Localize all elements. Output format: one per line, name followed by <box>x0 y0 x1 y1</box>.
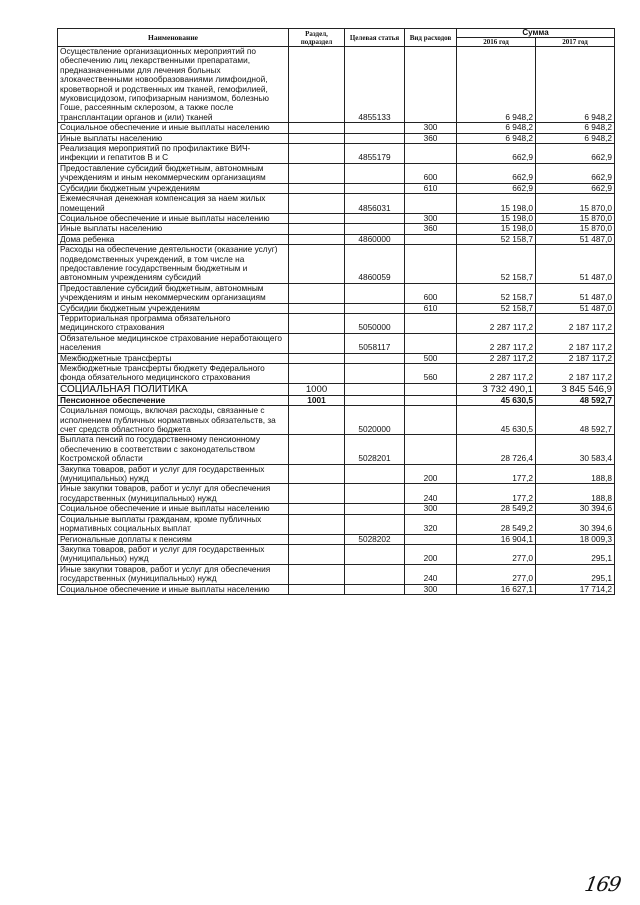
header-section: Раздел, подраздел <box>289 29 345 47</box>
cell-y2017: 2 187 117,2 <box>536 313 615 333</box>
cell-section <box>289 144 345 164</box>
cell-type: 360 <box>405 133 457 143</box>
cell-type <box>405 333 457 353</box>
cell-name: Осуществление организационных мероприятий по обеспечению лиц лекарственными препаратами, предназначенными для лечения больных злокачественными новообразованиями лимфоидной, кроветворной и родственных им тканей, гемофилией, муковисцидозом, гипофизарным нанизмом, болезнью Гоше, рассеянным склерозом, а также после трансплантации органов и (или) тканей <box>58 47 289 123</box>
cell-section <box>289 183 345 193</box>
cell-name: Расходы на обеспечение деятельности (оказание услуг) подведомственных учреждений, в том числе на предоставление государственным бюджетным и автономным учреждениям субсидий <box>58 245 289 284</box>
cell-y2017: 18 009,3 <box>536 534 615 544</box>
page-number: 169 <box>582 872 623 896</box>
cell-name: Иные закупки товаров, работ и услуг для обеспечения государственных (муниципальных) нужд <box>58 484 289 504</box>
cell-y2016: 52 158,7 <box>457 245 536 284</box>
cell-name: Дома ребенка <box>58 234 289 244</box>
table-row <box>58 484 615 504</box>
header-year-2016: 2016 год <box>457 38 536 47</box>
cell-type <box>405 383 457 395</box>
cell-y2017: 51 487,0 <box>536 283 615 303</box>
cell-y2016: 277,0 <box>457 564 536 584</box>
cell-y2017: 6 948,2 <box>536 123 615 133</box>
cell-target: 4855179 <box>345 144 405 164</box>
table-row <box>58 183 615 193</box>
cell-name: Субсидии бюджетным учреждениям <box>58 183 289 193</box>
cell-y2016: 662,9 <box>457 183 536 193</box>
cell-target <box>345 383 405 395</box>
cell-section <box>289 514 345 534</box>
header-row <box>58 29 615 38</box>
table-row <box>58 364 615 384</box>
cell-target <box>345 283 405 303</box>
cell-target: 5028201 <box>345 435 405 464</box>
budget-table <box>57 28 615 595</box>
cell-y2017: 30 583,4 <box>536 435 615 464</box>
cell-name: Закупка товаров, работ и услуг для государственных (муниципальных) нужд <box>58 464 289 484</box>
cell-name: Межбюджетные трансферты <box>58 353 289 363</box>
cell-y2017: 6 948,2 <box>536 47 615 123</box>
cell-y2017: 51 487,0 <box>536 245 615 284</box>
cell-section <box>289 194 345 214</box>
cell-y2016: 45 630,5 <box>457 395 536 405</box>
cell-name: Ежемесячная денежная компенсация за наем жилых помещений <box>58 194 289 214</box>
cell-section <box>289 584 345 594</box>
cell-name: Иные выплаты населению <box>58 224 289 234</box>
cell-type: 610 <box>405 183 457 193</box>
cell-y2016: 28 549,2 <box>457 504 536 514</box>
cell-target <box>345 303 405 313</box>
cell-type: 200 <box>405 544 457 564</box>
cell-y2017: 30 394,6 <box>536 514 615 534</box>
cell-name: Закупка товаров, работ и услуг для государственных (муниципальных) нужд <box>58 544 289 564</box>
cell-y2016: 52 158,7 <box>457 283 536 303</box>
header-year-2017: 2017 год <box>536 38 615 47</box>
table-row <box>58 213 615 223</box>
cell-section <box>289 353 345 363</box>
cell-y2017: 15 870,0 <box>536 213 615 223</box>
cell-y2017: 295,1 <box>536 544 615 564</box>
cell-section <box>289 123 345 133</box>
cell-y2016: 6 948,2 <box>457 123 536 133</box>
table-row <box>58 353 615 363</box>
cell-section <box>289 283 345 303</box>
table-row <box>58 303 615 313</box>
cell-section <box>289 564 345 584</box>
cell-y2017: 662,9 <box>536 183 615 193</box>
cell-name: Реализация мероприятий по профилактике ВИЧ-инфекции и гепатитов В и С <box>58 144 289 164</box>
cell-type <box>405 534 457 544</box>
cell-y2016: 2 287 117,2 <box>457 313 536 333</box>
cell-type <box>405 47 457 123</box>
cell-type <box>405 194 457 214</box>
cell-target <box>345 163 405 183</box>
cell-y2017: 662,9 <box>536 163 615 183</box>
cell-name: Пенсионное обеспечение <box>58 395 289 405</box>
cell-section <box>289 224 345 234</box>
cell-type: 600 <box>405 283 457 303</box>
cell-type <box>405 395 457 405</box>
table-row <box>58 123 615 133</box>
cell-section <box>289 364 345 384</box>
cell-target <box>345 123 405 133</box>
cell-y2016: 45 630,5 <box>457 406 536 435</box>
cell-y2017: 3 845 546,9 <box>536 383 615 395</box>
cell-y2016: 277,0 <box>457 544 536 564</box>
cell-target <box>345 133 405 143</box>
cell-name: Региональные доплаты к пенсиям <box>58 534 289 544</box>
cell-type <box>405 406 457 435</box>
cell-target: 4860000 <box>345 234 405 244</box>
cell-y2016: 28 549,2 <box>457 514 536 534</box>
cell-name: Социальные выплаты гражданам, кроме публичных нормативных социальных выплат <box>58 514 289 534</box>
table-row <box>58 514 615 534</box>
cell-type: 300 <box>405 123 457 133</box>
cell-y2017: 51 487,0 <box>536 234 615 244</box>
cell-section <box>289 213 345 223</box>
cell-target <box>345 464 405 484</box>
cell-type: 610 <box>405 303 457 313</box>
cell-y2016: 16 627,1 <box>457 584 536 594</box>
cell-section <box>289 504 345 514</box>
cell-y2016: 15 198,0 <box>457 224 536 234</box>
cell-target <box>345 564 405 584</box>
cell-name: Социальное обеспечение и иные выплаты населению <box>58 504 289 514</box>
cell-section <box>289 544 345 564</box>
cell-type: 300 <box>405 584 457 594</box>
cell-y2016: 177,2 <box>457 464 536 484</box>
table-row <box>58 435 615 464</box>
cell-target <box>345 514 405 534</box>
cell-y2017: 188,8 <box>536 464 615 484</box>
header-type: Вид расходов <box>405 29 457 47</box>
cell-name: Социальное обеспечение и иные выплаты населению <box>58 584 289 594</box>
table-row <box>58 333 615 353</box>
cell-type: 560 <box>405 364 457 384</box>
cell-target: 4855133 <box>345 47 405 123</box>
cell-y2016: 52 158,7 <box>457 303 536 313</box>
cell-target: 5028202 <box>345 534 405 544</box>
header-sum: Сумма <box>457 29 615 38</box>
cell-section <box>289 245 345 284</box>
cell-target: 5058117 <box>345 333 405 353</box>
cell-type: 240 <box>405 564 457 584</box>
cell-target: 5020000 <box>345 406 405 435</box>
cell-type <box>405 245 457 284</box>
table-row <box>58 464 615 484</box>
cell-y2017: 17 714,2 <box>536 584 615 594</box>
table-row <box>58 313 615 333</box>
cell-y2016: 6 948,2 <box>457 47 536 123</box>
cell-y2017: 2 187 117,2 <box>536 353 615 363</box>
cell-name: Иные закупки товаров, работ и услуг для обеспечения государственных (муниципальных) нужд <box>58 564 289 584</box>
table-row <box>58 534 615 544</box>
table-row <box>58 504 615 514</box>
cell-name: Социальное обеспечение и иные выплаты населению <box>58 213 289 223</box>
cell-name: Обязательное медицинское страхование неработающего населения <box>58 333 289 353</box>
table-row <box>58 234 615 244</box>
cell-y2016: 2 287 117,2 <box>457 333 536 353</box>
cell-target: 5050000 <box>345 313 405 333</box>
cell-section <box>289 163 345 183</box>
table-row <box>58 47 615 123</box>
cell-y2016: 6 948,2 <box>457 133 536 143</box>
cell-target: 4860059 <box>345 245 405 284</box>
cell-target <box>345 544 405 564</box>
table-row <box>58 584 615 594</box>
header-target: Целевая статья <box>345 29 405 47</box>
cell-target <box>345 395 405 405</box>
cell-y2016: 15 198,0 <box>457 213 536 223</box>
cell-type <box>405 313 457 333</box>
cell-type: 240 <box>405 484 457 504</box>
cell-y2017: 48 592,7 <box>536 395 615 405</box>
cell-target <box>345 213 405 223</box>
cell-y2017: 188,8 <box>536 484 615 504</box>
cell-type: 360 <box>405 224 457 234</box>
cell-name: Предоставление субсидий бюджетным, автономным учреждениям и иным некоммерческим организациям <box>58 163 289 183</box>
table-row <box>58 224 615 234</box>
cell-section: 1001 <box>289 395 345 405</box>
cell-section <box>289 464 345 484</box>
cell-target <box>345 504 405 514</box>
cell-name: Территориальная программа обязательного медицинского страхования <box>58 313 289 333</box>
cell-name: СОЦИАЛЬНАЯ ПОЛИТИКА <box>58 383 289 395</box>
cell-y2016: 662,9 <box>457 163 536 183</box>
table-row <box>58 283 615 303</box>
cell-type: 300 <box>405 504 457 514</box>
cell-y2017: 2 187 117,2 <box>536 333 615 353</box>
cell-name: Предоставление субсидий бюджетным, автономным учреждениям и иным некоммерческим организациям <box>58 283 289 303</box>
cell-type <box>405 144 457 164</box>
cell-y2017: 30 394,6 <box>536 504 615 514</box>
table-row <box>58 383 615 395</box>
cell-y2016: 2 287 117,2 <box>457 353 536 363</box>
cell-type: 300 <box>405 213 457 223</box>
cell-section: 1000 <box>289 383 345 395</box>
cell-y2017: 48 592,7 <box>536 406 615 435</box>
cell-target <box>345 353 405 363</box>
cell-y2017: 15 870,0 <box>536 194 615 214</box>
cell-name: Социальное обеспечение и иные выплаты населению <box>58 123 289 133</box>
cell-type: 200 <box>405 464 457 484</box>
cell-target <box>345 584 405 594</box>
cell-section <box>289 133 345 143</box>
cell-y2016: 2 287 117,2 <box>457 364 536 384</box>
cell-y2016: 16 904,1 <box>457 534 536 544</box>
cell-name: Субсидии бюджетным учреждениям <box>58 303 289 313</box>
cell-y2017: 51 487,0 <box>536 303 615 313</box>
cell-name: Межбюджетные трансферты бюджету Федерального фонда обязательного медицинского страхования <box>58 364 289 384</box>
cell-section <box>289 406 345 435</box>
cell-type <box>405 234 457 244</box>
table-row <box>58 144 615 164</box>
cell-y2016: 28 726,4 <box>457 435 536 464</box>
cell-y2016: 177,2 <box>457 484 536 504</box>
cell-y2016: 662,9 <box>457 144 536 164</box>
cell-target <box>345 364 405 384</box>
cell-type: 320 <box>405 514 457 534</box>
table-row <box>58 163 615 183</box>
cell-name: Иные выплаты населению <box>58 133 289 143</box>
cell-name: Выплата пенсий по государственному пенсионному обеспечению в соответствии с законодательством Костромской области <box>58 435 289 464</box>
header-name: Наименование <box>58 29 289 47</box>
cell-target <box>345 484 405 504</box>
table-row <box>58 544 615 564</box>
cell-y2017: 662,9 <box>536 144 615 164</box>
table-row <box>58 245 615 284</box>
cell-y2017: 2 187 117,2 <box>536 364 615 384</box>
table-row <box>58 564 615 584</box>
cell-section <box>289 534 345 544</box>
cell-y2017: 6 948,2 <box>536 133 615 143</box>
cell-section <box>289 47 345 123</box>
cell-section <box>289 234 345 244</box>
cell-type: 500 <box>405 353 457 363</box>
cell-y2016: 3 732 490,1 <box>457 383 536 395</box>
cell-section <box>289 303 345 313</box>
cell-y2016: 52 158,7 <box>457 234 536 244</box>
cell-target <box>345 224 405 234</box>
table-body <box>58 47 615 595</box>
cell-y2017: 15 870,0 <box>536 224 615 234</box>
cell-name: Социальная помощь, включая расходы, связанные с исполнением публичных нормативных обязательств, за счет средств областного бюджета <box>58 406 289 435</box>
cell-section <box>289 484 345 504</box>
cell-section <box>289 333 345 353</box>
cell-section <box>289 435 345 464</box>
cell-y2017: 295,1 <box>536 564 615 584</box>
cell-y2016: 15 198,0 <box>457 194 536 214</box>
cell-target: 4856031 <box>345 194 405 214</box>
table-row <box>58 395 615 405</box>
cell-section <box>289 313 345 333</box>
table-row <box>58 406 615 435</box>
cell-type: 600 <box>405 163 457 183</box>
cell-type <box>405 435 457 464</box>
cell-target <box>345 183 405 193</box>
table-row <box>58 194 615 214</box>
table-row <box>58 133 615 143</box>
